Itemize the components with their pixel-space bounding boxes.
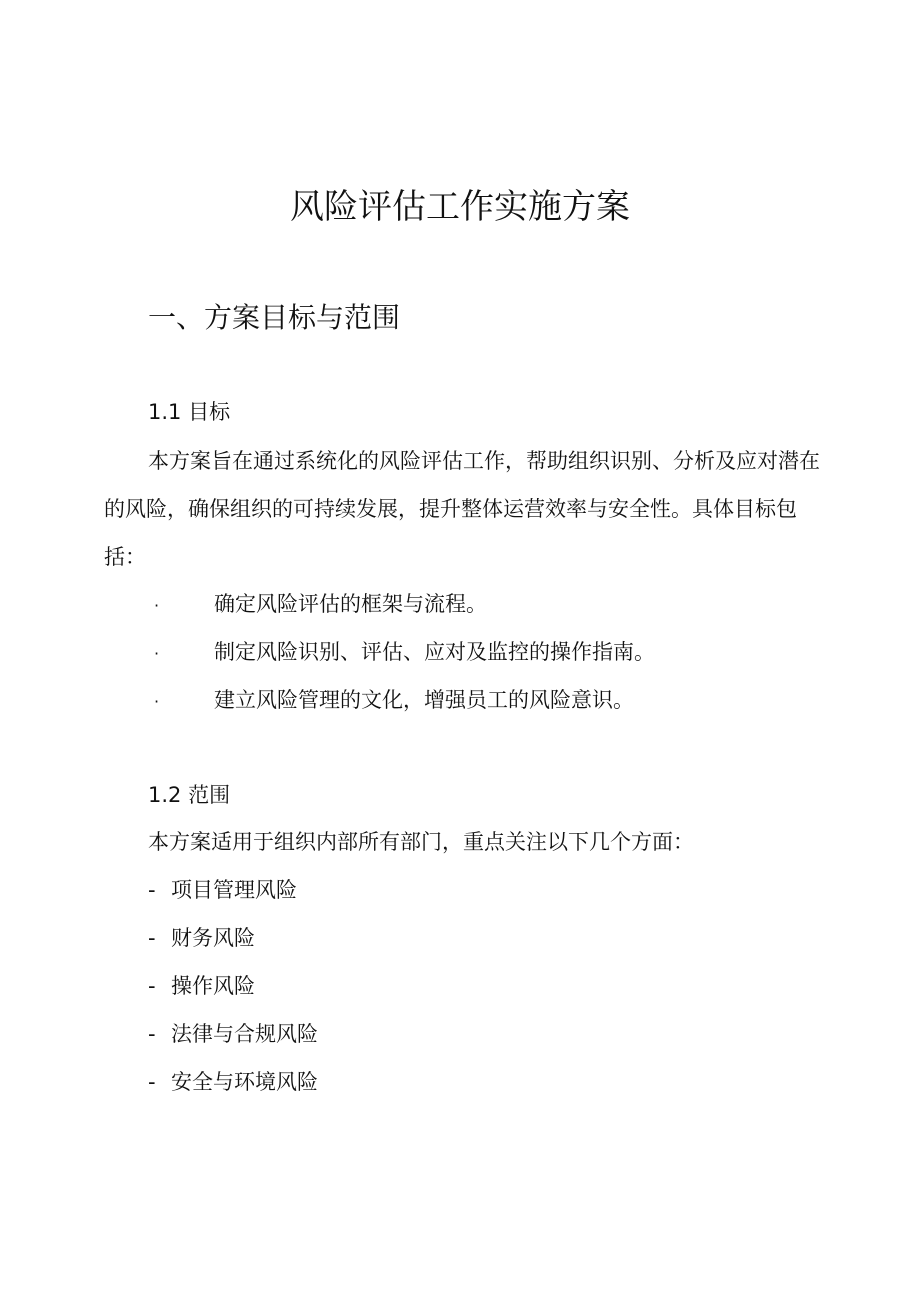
list-item bbox=[104, 580, 824, 628]
list-item-text: 法律与合规风险 bbox=[171, 1022, 318, 1046]
dash-icon: - bbox=[148, 974, 156, 998]
goal-heading: 1.1 目标 bbox=[148, 400, 231, 424]
list-item-text: 建立风险管理的文化，增强员工的风险意识。 bbox=[214, 688, 634, 712]
bullet-icon: · bbox=[154, 596, 160, 615]
dash-icon: - bbox=[148, 926, 156, 950]
document-title: 风险评估工作实施方案 bbox=[290, 187, 630, 227]
list-item-text: 安全与环境风险 bbox=[171, 1070, 318, 1094]
dash-icon: - bbox=[148, 1070, 156, 1094]
list-item bbox=[148, 1010, 828, 1058]
scope-intro: 本方案适用于组织内部所有部门，重点关注以下几个方面： bbox=[148, 830, 694, 854]
list-item-text: 操作风险 bbox=[171, 974, 255, 998]
list-item-text: 财务风险 bbox=[171, 926, 255, 950]
scope-dash-list bbox=[148, 866, 828, 1106]
section-heading: 一、方案目标与范围 bbox=[148, 301, 401, 334]
list-item bbox=[104, 676, 824, 724]
list-item-text: 制定风险识别、评估、应对及监控的操作指南。 bbox=[214, 640, 655, 664]
list-item-text: 项目管理风险 bbox=[171, 878, 297, 902]
list-item bbox=[148, 1058, 828, 1106]
scope-heading: 1.2 范围 bbox=[148, 783, 231, 807]
dash-icon: - bbox=[148, 878, 156, 902]
goal-bullet-list bbox=[104, 580, 824, 724]
bullet-icon: · bbox=[154, 644, 160, 663]
list-item bbox=[148, 866, 828, 914]
list-item bbox=[104, 628, 824, 676]
bullet-icon: · bbox=[154, 692, 160, 711]
dash-icon: - bbox=[148, 1022, 156, 1046]
list-item bbox=[148, 914, 828, 962]
goal-paragraph: 本方案旨在通过系统化的风险评估工作，帮助组织识别、分析及应对潜在的风险，确保组织的可持续发展，提升整体运营效率与安全性。具体目标包括： bbox=[104, 449, 820, 569]
list-item bbox=[148, 962, 828, 1010]
list-item-text: 确定风险评估的框架与流程。 bbox=[214, 592, 487, 616]
